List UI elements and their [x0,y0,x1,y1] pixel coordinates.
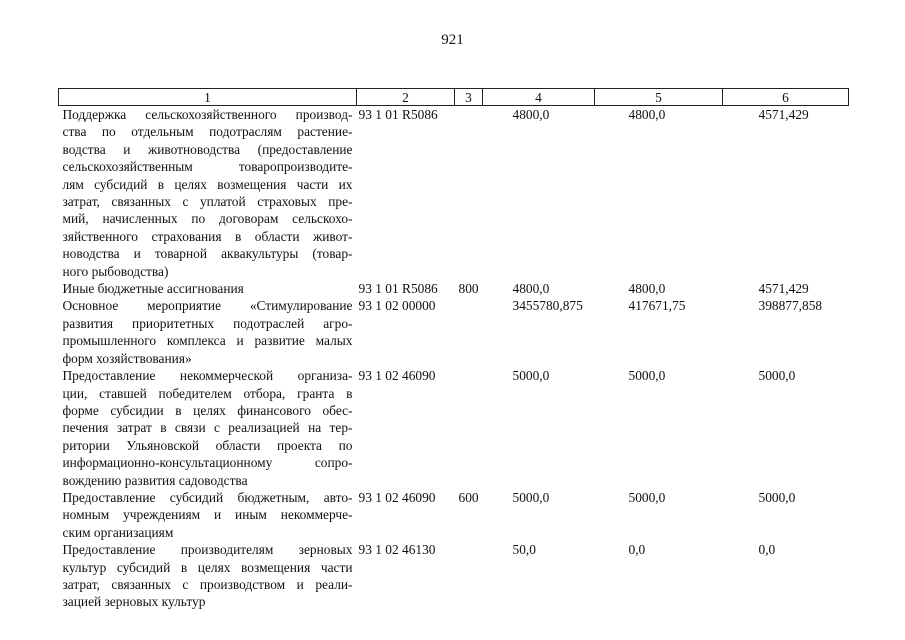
description-line: затрат, связанных с производством и реали- [62,576,353,592]
row-expense-type: 800 [458,281,479,297]
row-value-4: 3455780,875 [512,298,583,314]
description-line: культур субсидий в целях возмещения части [62,559,353,575]
table-row [59,489,849,541]
header-col-5: 5 [595,89,723,106]
header-col-1: 1 [59,89,357,106]
page-number: 921 [441,32,464,48]
row-code: 93 1 01 R5086 [358,281,438,297]
row-value-4: 4800,0 [512,281,550,297]
header-col-2: 2 [357,89,455,106]
row-description [59,489,357,541]
row-value-6: 398877,858 [758,298,823,314]
row-value-4: 4800,0 [512,107,550,122]
row-expense-type: 600 [458,489,479,505]
row-code: 93 1 01 R5086 [358,107,438,122]
table-row [59,297,849,367]
description-line: сельскохозяйственным товаропроизводите- [62,159,353,175]
header-col-4: 4 [483,89,595,106]
budget-table [58,88,849,611]
row-value-6: 0,0 [758,542,776,558]
description-line: информационно-консультационному сопро- [62,455,353,471]
row-code: 93 1 02 00000 [358,298,436,314]
row-code: 93 1 02 46090 [358,489,436,505]
description-line: номным учреждениям и иным некоммерче- [62,507,353,523]
description-line: мий, начисленных по договорам сельскохо- [62,211,353,227]
row-value-5: 5000,0 [628,368,666,384]
description-line: форме субсидии в целях финансового обес- [62,402,353,418]
table-row [59,106,849,281]
table-row [59,541,849,611]
description-line: ного рыбоводства) [62,263,169,279]
row-description [59,106,357,281]
row-description [59,280,357,297]
description-line: Иные бюджетные ассигнования [62,281,244,297]
description-line: зяйственного страхования в области живот- [62,228,353,244]
row-expense-type [455,541,483,611]
row-expense-type [455,297,483,367]
row-description [59,367,357,489]
description-line: затрат, связанных с уплатой страховых пре- [62,194,353,210]
table-row [59,280,849,297]
description-line: ским организациям [62,524,174,540]
row-value-6: 4571,429 [758,281,809,297]
header-row [59,89,849,106]
row-description [59,541,357,611]
description-line: ства по отдельным подотраслям растение- [62,124,353,140]
description-line: вождению развития садоводства [62,472,248,488]
row-value-6: 4571,429 [758,107,809,122]
header-col-6: 6 [723,89,849,106]
description-line: ритории Ульяновской области проекта по [62,437,353,453]
row-code: 93 1 02 46130 [358,542,436,558]
table-body [59,106,849,611]
row-value-4: 5000,0 [512,489,550,505]
description-line: Предоставление субсидий бюджетным, авто- [62,489,353,505]
row-description [59,297,357,367]
row-value-5: 0,0 [628,542,646,558]
row-value-4: 50,0 [512,542,536,558]
table-row [59,367,849,489]
row-value-5: 4800,0 [628,107,666,122]
row-expense-type [455,367,483,489]
row-value-5: 417671,75 [628,298,686,314]
description-line: Поддержка сельскохозяйственного производ- [62,107,353,122]
description-line: водства и животноводства (предоставление [62,141,353,157]
row-value-5: 4800,0 [628,281,666,297]
description-line: новодства и товарной аквакультуры (товар- [62,246,353,262]
row-value-4: 5000,0 [512,368,550,384]
header-col-3: 3 [455,89,483,106]
description-line: развития приоритетных подотраслей агро- [62,315,353,331]
table-header [59,89,849,106]
description-line: лям субсидий в целях возмещения части их [62,176,353,192]
description-line: промышленного комплекса и развитие малых [62,333,353,349]
row-value-5: 5000,0 [628,489,666,505]
description-line: Основное мероприятие «Стимулирование [62,298,353,314]
description-line: Предоставление производителям зерновых [62,542,353,558]
row-expense-type [455,106,483,281]
description-line: печения затрат в связи с реализацией на тер- [62,420,353,436]
row-value-6: 5000,0 [758,368,796,384]
description-line: форм хозяйствования» [62,350,192,366]
row-value-6: 5000,0 [758,489,796,505]
description-line: ции, ставшей победителем отбора, гранта в [62,385,353,401]
description-line: Предоставление некоммерческой организа- [62,368,353,384]
row-code: 93 1 02 46090 [358,368,436,384]
description-line: зацией зерновых культур [62,594,206,610]
